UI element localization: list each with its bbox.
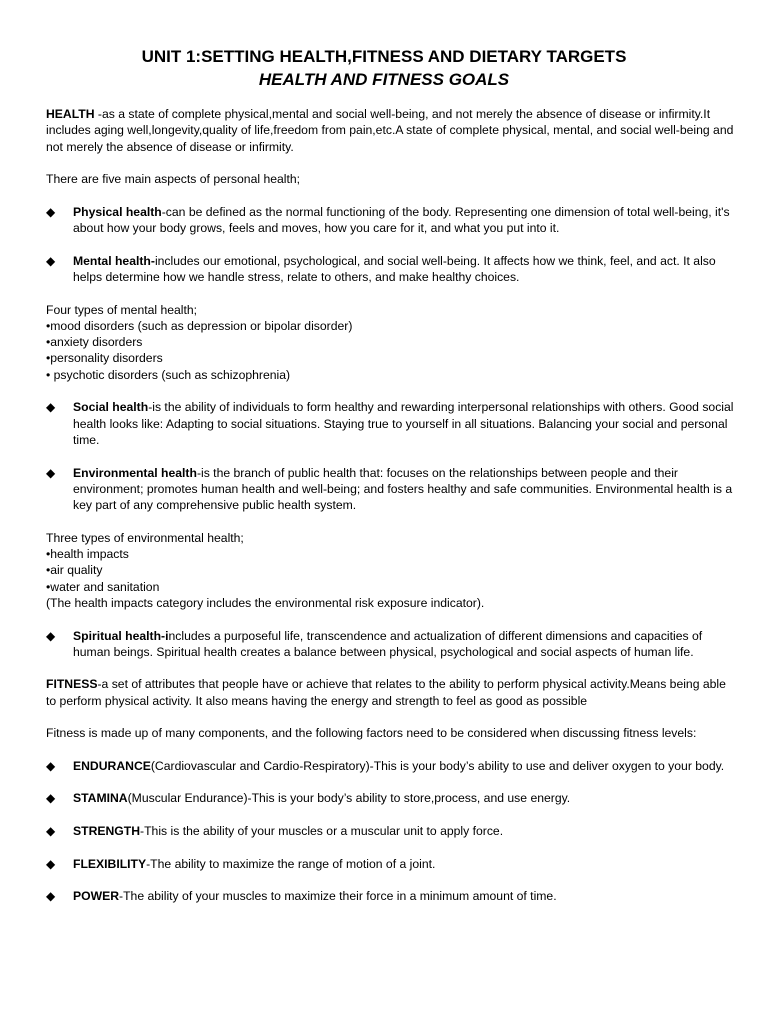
fitness-definition	[46, 676, 736, 709]
diamond-bullet-icon: ◆	[46, 889, 56, 904]
fitness-text: -a set of attributes that people have or achieve that relates to the ability to perform physical activity.Means being able to perform physical activity. It also means having the energy and strength to feel as good as possible	[46, 677, 726, 708]
fitness-intro: Fitness is made up of many components, and the following factors need to be considered when discussing fitness levels:	[46, 726, 697, 741]
env-types-intro: Three types of environmental health;	[46, 530, 244, 545]
diamond-bullet-icon: ◆	[46, 758, 56, 773]
diamond-bullet-icon: ◆	[46, 824, 56, 839]
document-body	[46, 106, 736, 905]
aspect-physical: ◆ Physical health-can be defined as the normal functioning of the body. Representing one dimension of total well-being, it's about how your body grows, feels and moves, how you care for it, and what you put into it.	[46, 204, 730, 236]
list-item: •health impacts	[46, 547, 129, 562]
health-definition	[46, 106, 736, 155]
diamond-bullet-icon: ◆	[46, 204, 56, 219]
aspect-spiritual: ◆ Spiritual health-includes a purposeful life, transcendence and actualization of different dimensions and capacities of human beings. Spiritual health creates a balance between physical, psychological and social aspects of human life.	[46, 628, 703, 659]
health-term: HEALTH	[46, 107, 95, 121]
diamond-bullet-icon: ◆	[46, 465, 56, 480]
list-item: • psychotic disorders (such as schizophrenia)	[46, 367, 291, 382]
fitness-term: FITNESS	[46, 677, 98, 692]
list-item: •air quality	[46, 563, 103, 578]
aspects-intro: There are five main aspects of personal health;	[46, 172, 301, 187]
component-stamina: ◆ STAMINA(Muscular Endurance)-This is your body’s ability to store,process, and use energy.	[46, 791, 571, 806]
diamond-bullet-icon: ◆	[46, 791, 56, 806]
list-item: •water and sanitation	[46, 579, 160, 594]
diamond-bullet-icon: ◆	[46, 400, 56, 415]
aspect-social: ◆ Social health-is the ability of individuals to form healthy and rewarding interpersonal relationships with others. Good social health looks like: Adapting to social situations. Staying true to yourself in all situations. Balancing your social and personal time.	[46, 400, 734, 447]
diamond-bullet-icon: ◆	[46, 253, 56, 268]
component-strength: ◆ STRENGTH-This is the ability of your muscles or a muscular unit to apply force.	[46, 824, 504, 839]
page-title: UNIT 1:SETTING HEALTH,FITNESS AND DIETARY TARGETS	[141, 47, 627, 66]
component-power: ◆ POWER-The ability of your muscles to maximize their force in a minimum amount of time.	[46, 889, 557, 904]
env-types-note: (The health impacts category includes the environmental risk exposure indicator).	[46, 595, 485, 610]
mental-types-intro: Four types of mental health;	[46, 302, 198, 317]
page-subtitle: HEALTH AND FITNESS GOALS	[258, 70, 510, 89]
aspect-environmental: ◆ Environmental health-is the branch of public health that: focuses on the relationships between people and their environment; promotes human health and well-being; and fosters healthy and safe communities. Environmental health is a key part of any comprehensive public health system.	[46, 465, 733, 513]
component-endurance: ◆ ENDURANCE(Cardiovascular and Cardio-Respiratory)-This is your body’s ability to use and deliver oxygen to your body.	[46, 758, 725, 773]
list-item: •mood disorders (such as depression or bipolar disorder)	[46, 318, 353, 333]
diamond-bullet-icon: ◆	[46, 856, 56, 871]
list-item: •personality disorders	[46, 351, 163, 366]
list-item: •anxiety disorders	[46, 335, 143, 350]
aspect-mental: ◆ Mental health-includes our emotional, psychological, and social well-being. It affects how we think, feel, and act. It also helps determine how we handle stress, relate to others, and make healthy choices.	[46, 253, 716, 284]
health-text: -as a state of complete physical,mental and social well-being, and not merely the absence of disease or infirmity.It includes aging well,longevity,quality of life,freedom from pain,etc.A state of complete physical, mental, and social well-being and not merely the absence of disease or infirmity.	[46, 107, 734, 154]
diamond-bullet-icon: ◆	[46, 628, 56, 643]
component-flexibility: ◆ FLEXIBILITY-The ability to maximize the range of motion of a joint.	[46, 856, 436, 871]
